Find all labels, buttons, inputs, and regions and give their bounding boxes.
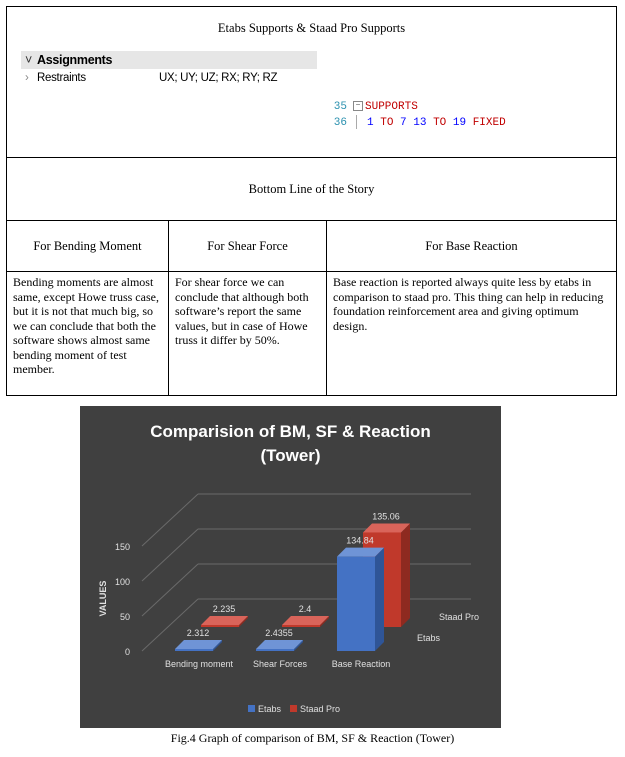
- code-line-35: 35 − SUPPORTS: [333, 101, 418, 113]
- x-tick-label: Base Reaction: [331, 659, 391, 669]
- bar-0-0: [175, 649, 213, 651]
- y-axis-label: VALUES: [98, 580, 108, 617]
- comparison-table: [6, 6, 617, 396]
- restraints-row: [21, 69, 317, 87]
- y-tick-label: 0: [124, 647, 130, 657]
- depth-label-etabs: Etabs: [417, 633, 441, 643]
- text-shear-force: For shear force we can conclude that although both software’s report the same values, but in case of Howe truss it differ by 50%.: [169, 272, 327, 396]
- restraints-label: Restraints: [37, 72, 86, 84]
- code-line-36: 36 1 TO 7 13 TO 19 FIXED: [333, 117, 506, 129]
- bar-1-0: [201, 625, 239, 627]
- bar-side-0-2: [375, 548, 384, 651]
- data-label-0-0: 2.312: [186, 628, 210, 638]
- data-label-1-2: 135.06: [372, 511, 400, 522]
- restraints-value: UX; UY; UZ; RX; RY; RZ: [159, 72, 278, 84]
- fold-guide: [356, 115, 367, 129]
- x-tick-label: Shear Forces: [252, 659, 308, 669]
- chevron-right-icon: ›: [25, 72, 29, 84]
- legend-swatch-etabs: [248, 705, 255, 712]
- figure-caption: Fig.4 Graph of comparison of BM, SF & Reaction (Tower): [170, 731, 455, 745]
- bar-side-1-2: [401, 523, 410, 627]
- text-base-reaction: Base reaction is reported always quite less by etabs in comparison to staad pro. This thing can help in reducing foundation reinforcement area and giving optimum design.: [327, 272, 617, 396]
- bar-0-1: [256, 649, 294, 651]
- legend-label-etabs: Etabs: [258, 704, 282, 714]
- y-tick-label: 50: [119, 612, 130, 622]
- depth-label-staad: Staad Pro: [439, 612, 480, 622]
- supports-title: Etabs Supports & Staad Pro Supports: [217, 21, 406, 35]
- data-label-0-2: 134.84: [346, 535, 374, 546]
- bar-1-1: [282, 625, 320, 627]
- y-tick-label: 100: [114, 577, 130, 587]
- y-tick-label: 150: [114, 542, 130, 552]
- staad-code: [329, 99, 506, 131]
- assignments-panel: [21, 51, 317, 87]
- supports-cell: [7, 7, 617, 158]
- chart-title-line2: (Tower): [260, 446, 321, 465]
- data-label-1-1: 2.4: [298, 604, 312, 614]
- assignments-header: ˅ Assignments: [21, 51, 317, 69]
- text-bending-moment: Bending moments are almost same, except Howe truss case, but it is not that much big, so we can conclude that both the software shows almost same bending moment of test member.: [7, 272, 169, 396]
- x-tick-label: Bending moment: [164, 659, 234, 669]
- bottom-line-cell: Bottom Line of the Story: [7, 158, 617, 221]
- chart-svg: [80, 406, 501, 728]
- bar-chart: [80, 406, 501, 728]
- bar-0-2: [337, 557, 375, 651]
- data-label-1-0: 2.235: [212, 604, 236, 614]
- chevron-down-icon: ˅: [25, 53, 32, 67]
- header-bending-moment: For Bending Moment: [7, 221, 169, 272]
- data-label-0-1: 2.4355: [265, 628, 293, 638]
- legend-label-staad: Staad Pro: [300, 704, 341, 714]
- header-base-reaction: For Base Reaction: [327, 221, 617, 272]
- chart-title-line1: Comparision of BM, SF & Reaction: [150, 422, 431, 441]
- collapse-icon: −: [353, 101, 363, 111]
- legend-swatch-staad: [290, 705, 297, 712]
- header-shear-force: For Shear Force: [169, 221, 327, 272]
